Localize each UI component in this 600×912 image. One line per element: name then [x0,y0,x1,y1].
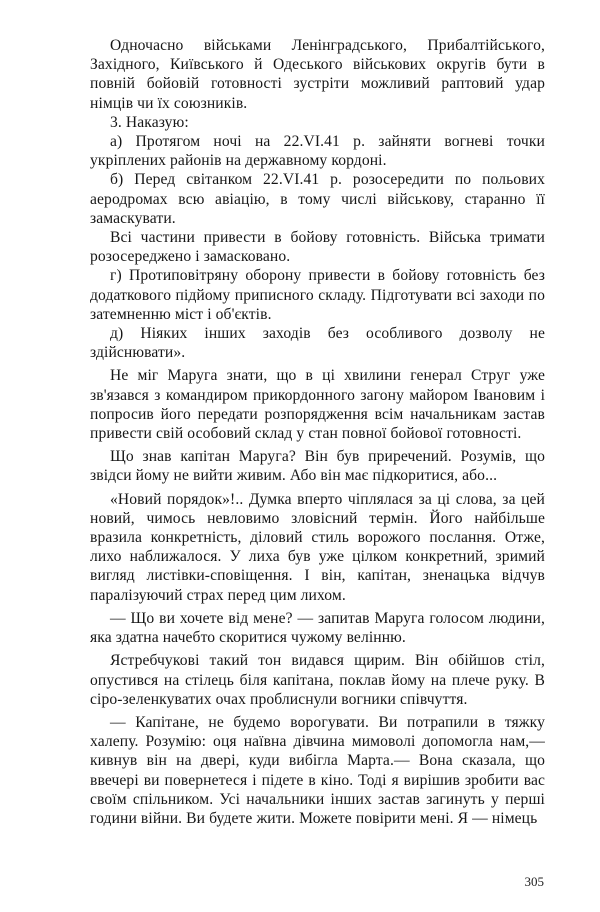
page-number: 305 [524,874,544,889]
paragraph-5: Всі частини привести в бойову готовність. Війська тримати розосереджено і замасковано. [90,229,545,266]
paragraph-11: — Що ви хочете від мене? — запитав Маруга голосом людини, яка здатна начебто скоритися чужому велінню. [90,609,545,647]
paragraph-10: «Новий порядок»!.. Думка вперто чіплялася за ці слова, за цей новий, чимось невловимо зловісний термін. Його найбільше вразила конкретність, діловий стиль ворожого послання. Отже, лихо наближалося. У лиха був уже цілком конкретний, зримий вигляд листівки-сповіщення. І він, капітан, зненацька відчув паралізуючий страх перед цим лихом. [90,490,545,604]
paragraph-4: б) Перед світанком 22.VI.41 р. розосередити по польових аеродромах всю авіацію, в тому числі військову, старанно її замаскувати. [90,171,545,227]
paragraph-6: г) Протиповітряну оборону привести в бойову готовність без додаткового підйому приписного складу. Підготувати всі заходи по затемненню міст і об'єктів. [90,267,545,323]
paragraph-2: 3. Наказую: [110,113,189,131]
paragraph-12: Ястребчукові такий тон видався щирим. Він обійшов стіл, опустився на стілець біля капітана, поклав йому на плече руку. В сіро-зеленкуватих очах проблиснули вогники співчуття. [90,652,545,708]
paragraph-13: — Капітане, не будемо ворогувати. Ви потрапили в тяжку халепу. Розумію: оця наївна дівчина мимоволі допомогла нам,— кивнув він на двері, куди вибігла Марта.— Вона сказала, що ввечері ви повернетеся і підете в кіно. Тоді я вирішив зробити вас своїм спільником. Усі начальники інших застав загинуть у перші години війни. Ви будете жити. Можете повірити мені. Я — німець [90,713,545,827]
paragraph-3: а) Протягом ночі на 22.VI.41 р. зайняти вогневі точки укріплених районів на державному кордоні. [90,133,545,170]
paragraph-9: Що знав капітан Маруга? Він був приречений. Розумів, що звідси йому не вийти живим. Або він має підкоритися, або... [90,448,545,485]
body-text [90,36,545,828]
paragraph-1: Одночасно військами Ленінградського, Прибалтійського, Західного, Київського й Одеського військових округів бути в повній бойовій готовності зустріти можливий раптовий удар німців чи їх союзників. [90,37,545,112]
paragraph-7: д) Ніяких інших заходів без особливого дозволу не здійснювати». [90,325,545,362]
paragraph-8: Не міг Маруга знати, що в ці хвилини генерал Струг уже зв'язався з командиром прикордонного загону майором Івановим і попросив його передати розпорядження всім начальникам застав привести свій особовий склад у стан повної бойової готовності. [90,367,545,443]
